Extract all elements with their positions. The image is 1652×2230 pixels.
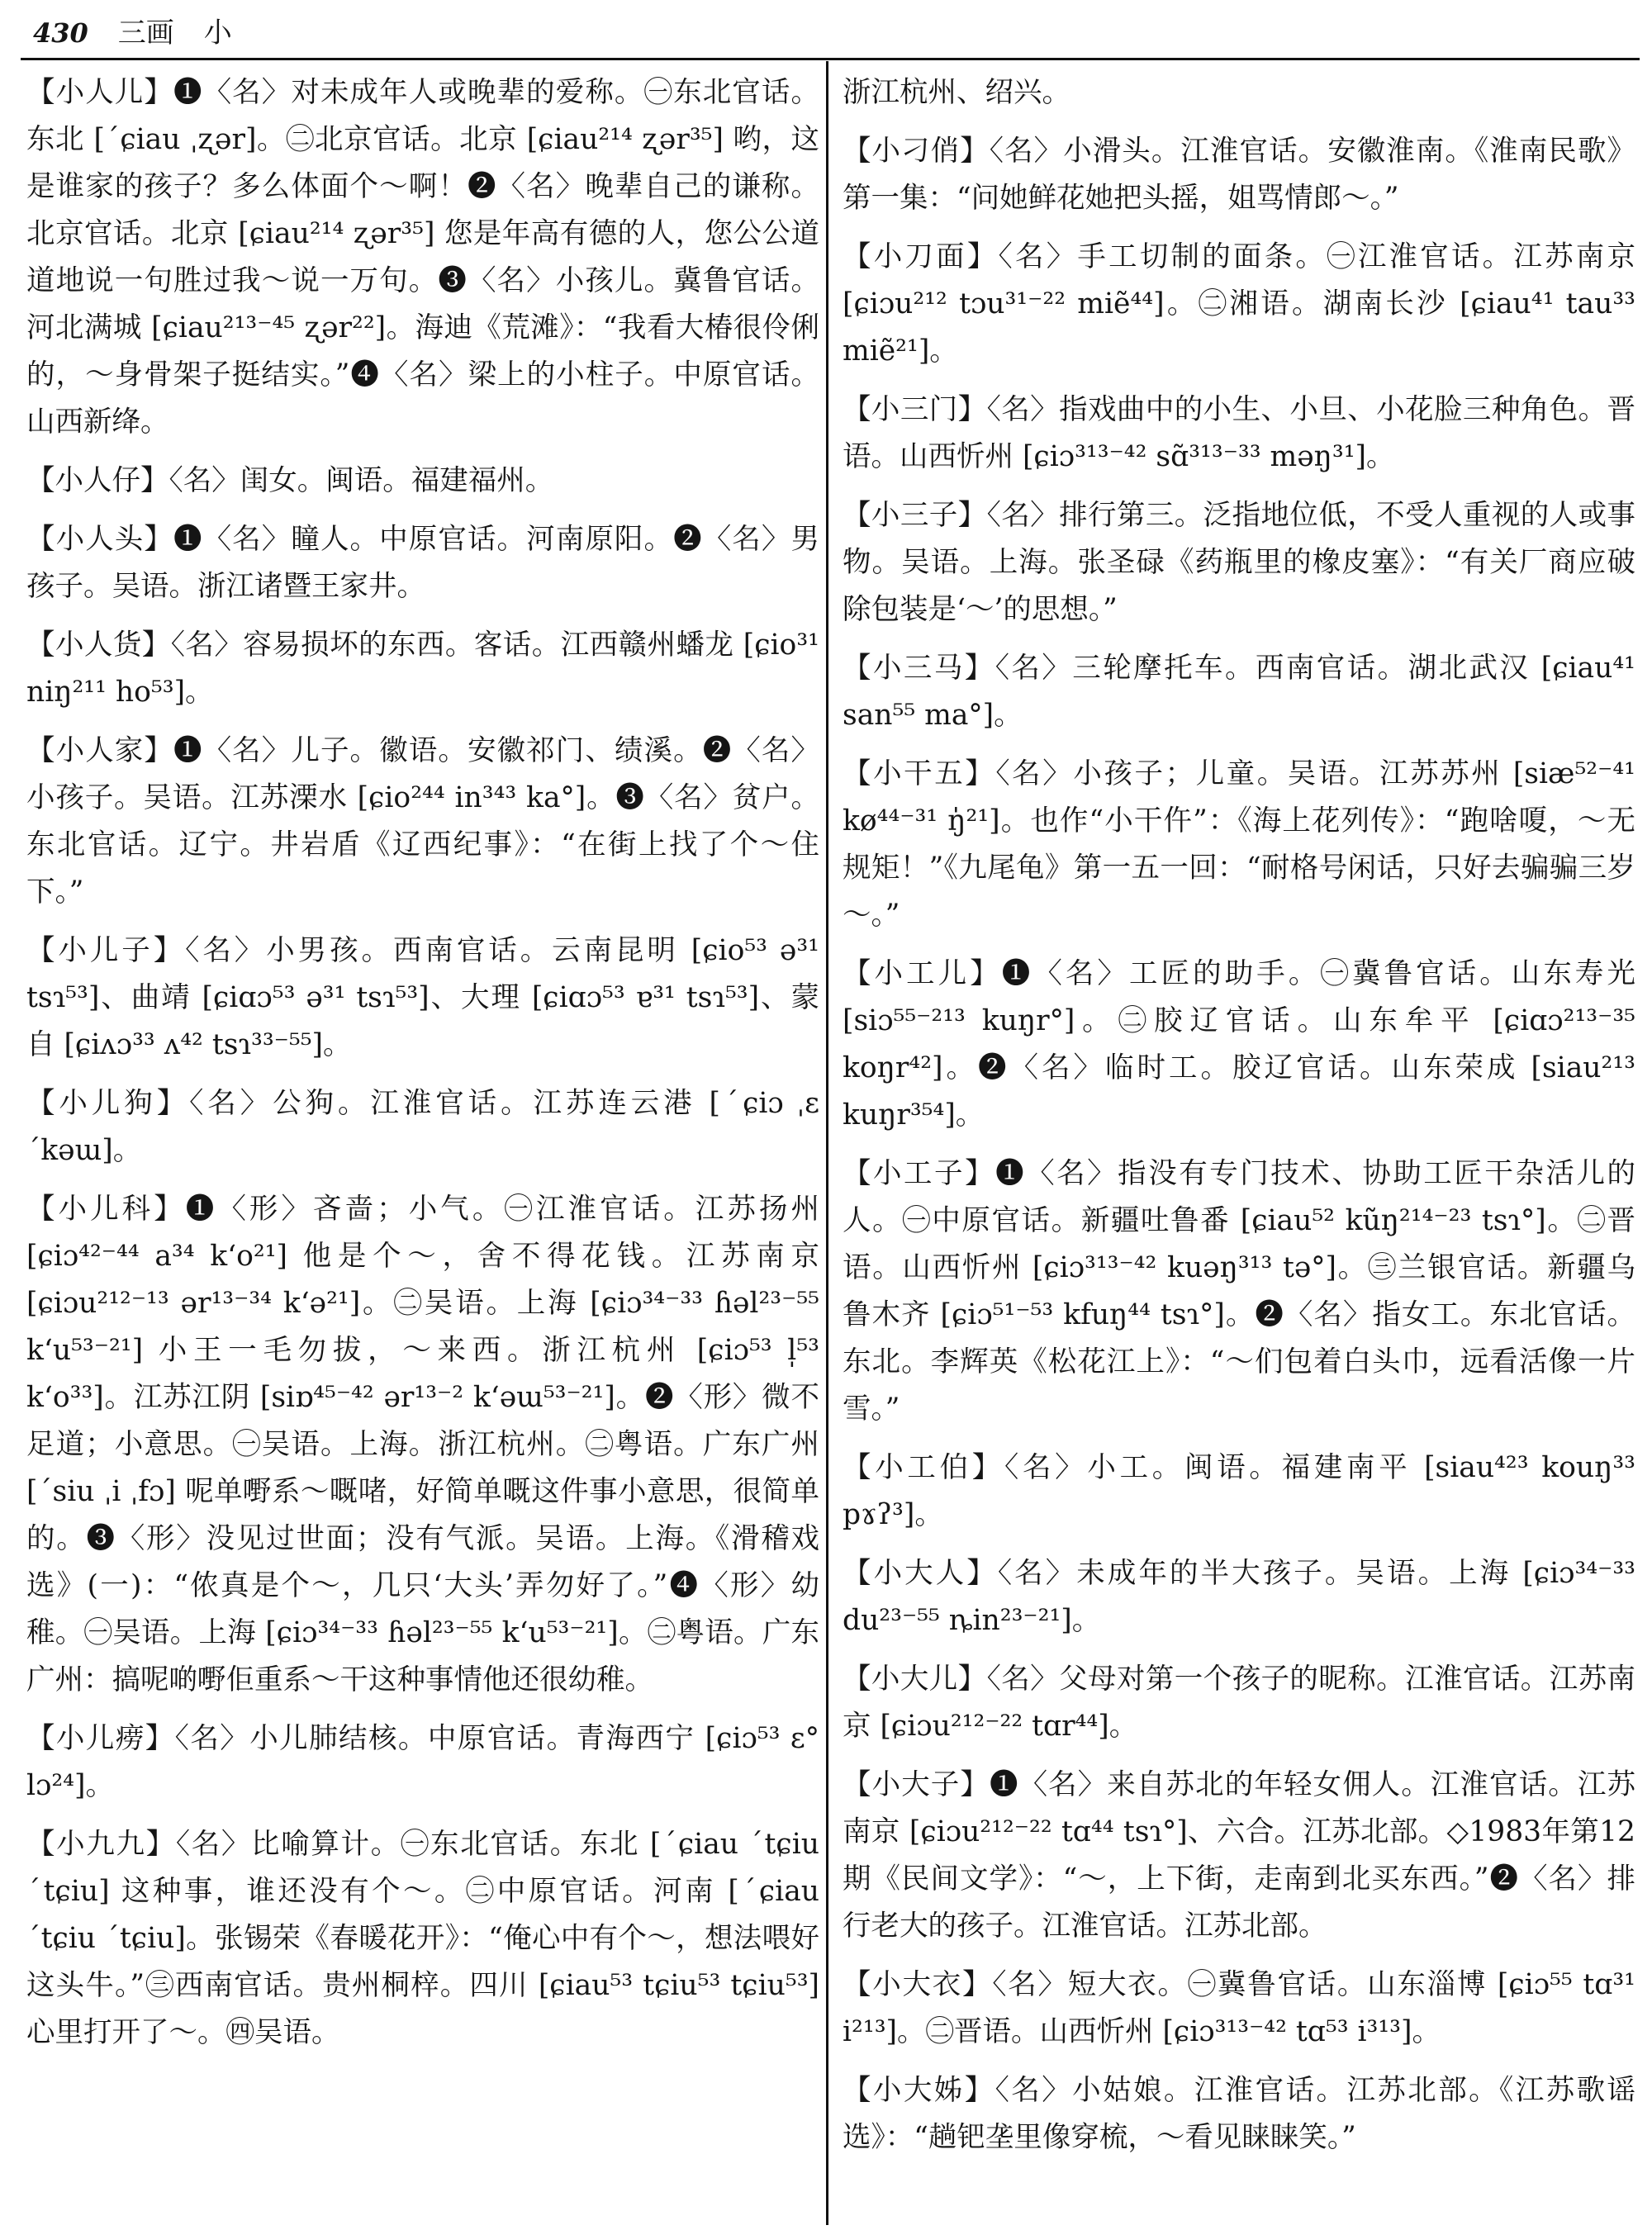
dictionary-entry: 【小人货】〈名〉容易损坏的东西。客话。江西赣州蟠龙 [ɕio³¹ niŋ²¹¹ ho⁵³]。 — [26, 629, 819, 709]
dictionary-entry: 【小干五】〈名〉小孩子；儿童。吴语。江苏苏州 [siæ⁵²⁻⁴¹ kø⁴⁴⁻³¹ ŋ̍²¹]。也作“小干仵”：《海上花列传》：“跑啥嗄，～无规矩！”《九尾龟》第一五一回：“耐格号闲话，只好去骗骗三岁～。” — [843, 757, 1635, 932]
dictionary-entry-continued: 浙江杭州、绍兴。 — [843, 76, 1070, 109]
dictionary-entry: 【小三马】〈名〉三轮摩托车。西南官话。湖北武汉 [ɕiau⁴¹ san⁵⁵ ma°]。 — [843, 652, 1635, 732]
dictionary-entry: 【小工儿】❶〈名〉工匠的助手。㊀冀鲁官话。山东寿光 [siɔ⁵⁵⁻²¹³ kuŋr°]。㊁胶辽官话。山东牟平 [ɕiɑɔ²¹³⁻³⁵ koŋr⁴²]。❷〈名〉临时工。胶辽官话。山东荣成 [siau²¹³ kuŋr³⁵⁴]。 — [843, 957, 1635, 1132]
dictionary-entry: 【小儿子】〈名〉小男孩。西南官话。云南昆明 [ɕio⁵³ ə³¹ tsɿ⁵³]、曲靖 [ɕiɑɔ⁵³ ə³¹ tsɿ⁵³]、大理 [ɕiɑɔ⁵³ ɐ³¹ tsɿ⁵³]、蒙自 [ɕiʌɔ³³ ʌ⁴² tsɿ³³⁻⁵⁵]。 — [26, 934, 819, 1061]
section-label: 三画 — [117, 17, 174, 50]
dictionary-entry: 【小儿痨】〈名〉小儿肺结核。中原官话。青海西宁 [ɕiɔ⁵³ ɛ° lɔ²⁴]。 — [26, 1722, 819, 1802]
dictionary-entry: 【小刀面】〈名〉手工切制的面条。㊀江淮官话。江苏南京 [ɕiɔu²¹² tɔu³¹⁻²² miẽ⁴⁴]。㊁湘语。湖南长沙 [ɕiau⁴¹ tau³³ miẽ²¹]。 — [843, 240, 1635, 368]
dictionary-entry: 【小大人】〈名〉未成年的半大孩子。吴语。上海 [ɕiɔ³⁴⁻³³ du²³⁻⁵⁵ ȵin²³⁻²¹]。 — [843, 1557, 1635, 1637]
dictionary-entry: 【小大儿】〈名〉父母对第一个孩子的昵称。江淮官话。江苏南京 [ɕiɔu²¹²⁻²² tɑr⁴⁴]。 — [843, 1663, 1635, 1743]
dictionary-entry: 【小大子】❶〈名〉来自苏北的年轻女佣人。江淮官话。江苏南京 [ɕiɔu²¹²⁻²² tɑ⁴⁴ tsɿ°]、六合。江苏北部。◇1983年第12期《民间文学》：“～，上下街，走南到北买东西。”❷〈名〉排行老大的孩子。江淮官话。江苏北部。 — [843, 1768, 1635, 1943]
header-rule — [21, 58, 1640, 60]
dictionary-entry: 【小三子】〈名〉排行第三。泛指地位低，不受人重视的人或事物。吴语。上海。张圣碌《药瓶里的橡皮塞》：“有关厂商应破除包装是‘～’的思想。” — [843, 499, 1635, 626]
dictionary-entry: 【小刁俏】〈名〉小滑头。江淮官话。安徽淮南。《淮南民歌》第一集：“问她鲜花她把头摇，姐骂情郎～。” — [843, 135, 1635, 215]
dictionary-entry: 【小工伯】〈名〉小工。闽语。福建南平 [siau⁴²³ kouŋ³³ pɤʔ³]。 — [843, 1451, 1635, 1531]
dictionary-entry: 【小人儿】❶〈名〉对未成年人或晚辈的爱称。㊀东北官话。东北 [ˊɕiau ˌʐər]。㊁北京官话。北京 [ɕiau²¹⁴ ʐər³⁵] 哟，这是谁家的孩子？多么体面个～啊！❷〈名〉晚辈自己的谦称。北京官话。北京 [ɕiau²¹⁴ ʐər³⁵] 您是年高有德的人，您公公道道地说一句胜过我～说一万句。❸〈名〉小孩儿。冀鲁官话。河北满城 [ɕiau²¹³⁻⁴⁵ ʐər²²]。海迪《荒滩》：“我看大椿很伶俐的，～身骨架子挺结实。”❹〈名〉梁上的小柱子。中原官话。山西新绛。 — [26, 76, 819, 439]
dictionary-entry: 【小儿科】❶〈形〉吝啬；小气。㊀江淮官话。江苏扬州 [ɕiɔ⁴²⁻⁴⁴ a³⁴ kʻo²¹] 他是个～，舍不得花钱。江苏南京 [ɕiɔu²¹²⁻¹³ ər¹³⁻³⁴ kʻə²¹]。㊁吴语。上海 [ɕiɔ³⁴⁻³³ ɦəl²³⁻⁵⁵ kʻu⁵³⁻²¹] 小王一毛勿拔，～来西。浙江杭州 [ɕiɔ⁵³ l̩⁵³ kʻo³³]。江苏江阴 [siɒ⁴⁵⁻⁴² ər¹³⁻² kʻəɯ⁵³⁻²¹]。❷〈形〉微不足道；小意思。㊀吴语。上海。浙江杭州。㊁粤语。广东广州 [ˊsiu ˌi ˌfɔ] 呢单嘢系～嘅啫，好简单嘅这件事小意思，很简单的。❸〈形〉没见过世面；没有气派。吴语。上海。《滑稽戏选》(一)：“侬真是个～，几只‘大头’弄勿好了。”❹〈形〉幼稚。㊀吴语。上海 [ɕiɔ³⁴⁻³³ ɦəl²³⁻⁵⁵ kʻu⁵³⁻²¹]。㊁粤语。广东广州：搞呢啲嘢佢重系～干这种事情他还很幼稚。 — [26, 1193, 819, 1696]
dictionary-entry: 【小三门】〈名〉指戏曲中的小生、小旦、小花脸三种角色。晋语。山西忻州 [ɕiɔ³¹³⁻⁴² sɑ̃³¹³⁻³³ məŋ³¹]。 — [843, 393, 1635, 473]
page-header — [33, 10, 232, 53]
column-divider — [826, 61, 828, 2225]
right-column — [843, 69, 1635, 2173]
dictionary-entry: 【小工子】❶〈名〉指没有专门技术、协助工匠干杂活儿的人。㊀中原官话。新疆吐鲁番 [ɕiau⁵² kũŋ²¹⁴⁻²³ tsɿ°]。㊁晋语。山西忻州 [ɕiɔ³¹³⁻⁴² kuəŋ³¹³ tə°]。㊂兰银官话。新疆乌鲁木齐 [ɕiɔ⁵¹⁻⁵³ kfuŋ⁴⁴ tsɿ°]。❷〈名〉指女工。东北官话。东北。李辉英《松花江上》：“～们包着白头巾，远看活像一片雪。” — [843, 1157, 1635, 1426]
dictionary-entry: 【小九九】〈名〉比喻算计。㊀东北官话。东北 [ˊɕiau ˊtɕiu ˊtɕiu] 这种事，谁还没有个～。㊁中原官话。河南 [ˊɕiau ˊtɕiu ˊtɕiu]。张锡荣《春暖花开》：“俺心中有个～，想法喂好这头牛。”㊂西南官话。贵州桐梓。四川 [ɕiau⁵³ tɕiu⁵³ tɕiu⁵³] 心里打开了～。㊃吴语。 — [26, 1828, 819, 2049]
dictionary-entry: 【小大姊】〈名〉小姑娘。江淮官话。江苏北部。《江苏歌谣选》：“趟钯垄里像穿梳，～看见睐睐笑。” — [843, 2074, 1635, 2154]
dictionary-entry: 【小儿狗】〈名〉公狗。江淮官话。江苏连云港 [ˊɕiɔ ˌɛ ˊkəɯ]。 — [26, 1087, 819, 1167]
dictionary-entry: 【小人头】❶〈名〉瞳人。中原官话。河南原阳。❷〈名〉男孩子。吴语。浙江诸暨王家井。 — [26, 523, 819, 603]
radical-label: 小 — [203, 17, 232, 50]
dictionary-entry: 【小人仔】〈名〉闺女。闽语。福建福州。 — [26, 464, 554, 497]
page-number: 430 — [33, 17, 88, 49]
dictionary-entry: 【小大衣】〈名〉短大衣。㊀冀鲁官话。山东淄博 [ɕiɔ⁵⁵ tɑ³¹ i²¹³]。㊁晋语。山西忻州 [ɕiɔ³¹³⁻⁴² tɑ⁵³ i³¹³]。 — [843, 1968, 1635, 2048]
dictionary-entry: 【小人家】❶〈名〉儿子。徽语。安徽祁门、绩溪。❷〈名〉小孩子。吴语。江苏溧水 [ɕio²⁴⁴ in³⁴³ ka°]。❸〈名〉贫户。东北官话。辽宁。井岩盾《辽西纪事》：“在街上找了个～住下。” — [26, 734, 819, 909]
left-column — [26, 69, 819, 2068]
